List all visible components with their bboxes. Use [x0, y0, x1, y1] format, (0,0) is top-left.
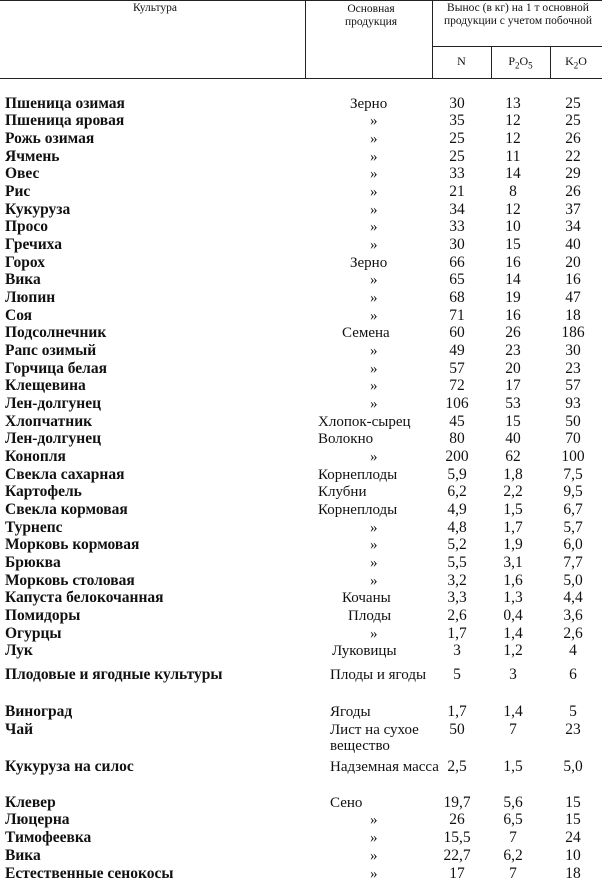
main-product: » [370, 449, 378, 465]
value-p: 10 [505, 218, 521, 235]
value-n: 200 [445, 448, 469, 465]
value-p: 12 [505, 130, 521, 147]
value-k: 15 [565, 811, 581, 828]
value-p: 15 [505, 236, 521, 253]
main-product: » [370, 573, 378, 589]
value-p: 14 [505, 165, 521, 182]
value-k: 100 [561, 448, 585, 465]
crop-name: Брюква [5, 554, 61, 571]
value-p: 1,5 [503, 758, 523, 775]
value-n: 45 [449, 413, 465, 430]
crop-name: Естественные сенокосы [5, 865, 174, 882]
value-p: 23 [505, 342, 521, 359]
main-product: » [370, 166, 378, 182]
value-p: 1,6 [503, 572, 523, 589]
header-col-n-label: N [457, 54, 466, 68]
main-product: » [370, 343, 378, 359]
main-product: » [370, 272, 378, 288]
value-p: 53 [505, 395, 521, 412]
crop-name: Клевер [5, 794, 56, 811]
value-p: 5,6 [503, 794, 523, 811]
value-p: 13 [505, 95, 521, 112]
value-n: 50 [449, 721, 465, 738]
main-product: » [370, 812, 378, 828]
value-n: 72 [449, 377, 465, 394]
main-product: » [370, 202, 378, 218]
crop-name: Свекла сахарная [5, 466, 125, 483]
crop-name: Рожь озимая [5, 130, 95, 147]
value-k: 3,6 [563, 607, 583, 624]
value-p: 15 [505, 413, 521, 430]
main-product: » [370, 361, 378, 377]
header-divider-1 [305, 0, 306, 78]
value-p: 62 [505, 448, 521, 465]
crop-name: Вика [5, 271, 41, 288]
value-n: 25 [449, 130, 465, 147]
value-n: 2,5 [447, 758, 467, 775]
main-product: » [370, 113, 378, 129]
header-col-k-sub: 2 [573, 60, 579, 71]
value-k: 25 [565, 112, 581, 129]
crop-name: Клещевина [5, 377, 86, 394]
header-crop: Культура [132, 2, 178, 14]
value-p: 6,2 [503, 847, 523, 864]
main-product: Корнеплоды [318, 467, 398, 483]
main-product: Ягоды [330, 704, 371, 720]
value-n: 60 [449, 324, 465, 341]
crop-name: Овес [5, 165, 40, 182]
main-product: » [370, 290, 378, 306]
value-n: 80 [449, 430, 465, 447]
value-k: 24 [565, 829, 581, 846]
crop-name: Вика [5, 847, 41, 864]
value-n: 4,8 [447, 519, 467, 536]
main-product: » [370, 149, 378, 165]
value-p: 3 [509, 666, 517, 683]
value-k: 34 [565, 218, 581, 235]
value-p: 6,5 [503, 811, 523, 828]
value-p: 2,2 [503, 483, 523, 500]
value-k: 37 [565, 201, 581, 218]
crop-name: Просо [5, 218, 49, 235]
value-k: 6,0 [563, 536, 583, 553]
value-k: 29 [565, 165, 581, 182]
value-k: 47 [565, 289, 581, 306]
value-k: 23 [565, 360, 581, 377]
value-n: 1,7 [447, 625, 467, 642]
main-product: Сено [330, 795, 363, 811]
main-product: Хлопок-сырец [318, 414, 411, 430]
header-col-k-letter: K [565, 54, 574, 68]
value-p: 7 [509, 829, 517, 846]
crop-name: Ячмень [5, 148, 60, 165]
value-p: 16 [505, 307, 521, 324]
header-main-product: Основная продукция [344, 3, 398, 28]
value-k: 7,7 [563, 554, 583, 571]
value-k: 18 [565, 865, 581, 882]
value-n: 26 [449, 811, 465, 828]
value-n: 30 [449, 236, 465, 253]
value-p: 14 [505, 271, 521, 288]
value-k: 18 [565, 307, 581, 324]
crop-name: Лук [5, 642, 33, 659]
crop-name: Горчица белая [5, 360, 107, 377]
header-col-p2o5 [491, 54, 550, 70]
main-product: Кочаны [342, 590, 391, 606]
value-p: 1,2 [503, 642, 523, 659]
main-product: » [370, 520, 378, 536]
crop-name: Конопля [5, 448, 66, 465]
value-p: 26 [505, 324, 521, 341]
crop-name: Турнепс [5, 519, 63, 536]
value-n: 65 [449, 271, 465, 288]
crop-name: Огурцы [5, 625, 62, 642]
main-product: » [370, 219, 378, 235]
value-p: 1,4 [503, 625, 523, 642]
crop-name: Хлопчатник [5, 413, 93, 430]
main-product: Зерно [350, 255, 388, 271]
main-product: Зерно [350, 96, 388, 112]
value-k: 40 [565, 236, 581, 253]
crop-name: Кукуруза [5, 201, 71, 218]
crop-name: Помидоры [5, 607, 81, 624]
value-p: 17 [505, 377, 521, 394]
value-n: 33 [449, 165, 465, 182]
value-n: 68 [449, 289, 465, 306]
header-mid-rule [432, 46, 602, 47]
value-k: 6 [569, 666, 577, 683]
value-p: 1,5 [503, 501, 523, 518]
value-k: 6,7 [563, 501, 583, 518]
main-product: » [370, 866, 378, 882]
value-p: 1,4 [503, 703, 523, 720]
header-col-p-sub2: 5 [528, 60, 533, 71]
header-col-p-o: O [519, 54, 529, 68]
value-p: 12 [505, 112, 521, 129]
main-product: Корнеплоды [318, 502, 398, 518]
crop-name: Пшеница озимая [5, 95, 125, 112]
value-p: 16 [505, 254, 521, 271]
value-n: 1,7 [447, 703, 467, 720]
value-k: 22 [565, 148, 581, 165]
value-k: 26 [565, 130, 581, 147]
value-k: 5,0 [563, 572, 583, 589]
crop-name: Плодовые и ягодные культуры [5, 666, 223, 683]
main-product: Плоды [348, 608, 392, 624]
main-product: Надземная масса [330, 759, 439, 775]
main-product: » [370, 555, 378, 571]
value-n: 25 [449, 148, 465, 165]
value-n: 5,5 [447, 554, 467, 571]
main-product: » [370, 237, 378, 253]
crop-name: Люцерна [5, 811, 70, 828]
value-n: 35 [449, 112, 465, 129]
main-product: » [370, 184, 378, 200]
value-p: 12 [505, 201, 521, 218]
main-product: » [370, 378, 378, 394]
main-product: » [370, 626, 378, 642]
crop-name: Тимофеевка [5, 829, 92, 846]
value-p: 1,8 [503, 466, 523, 483]
value-p: 8 [509, 183, 517, 200]
value-n: 17 [449, 865, 465, 882]
header-col-k-o: O [578, 54, 587, 68]
header-bottom-rule [0, 78, 602, 79]
value-n: 15,5 [443, 829, 471, 846]
header-col-p-letter: P [508, 54, 515, 68]
crop-name: Рапс озимый [5, 342, 97, 359]
header-col-n [432, 54, 491, 69]
main-product: Лист на сухое вещество [330, 722, 419, 754]
value-p: 20 [505, 360, 521, 377]
main-product: » [370, 308, 378, 324]
main-product: Волокно [318, 431, 374, 447]
value-p: 11 [505, 148, 521, 165]
value-k: 23 [565, 721, 581, 738]
value-n: 5,9 [447, 466, 467, 483]
crop-name: Люпин [5, 289, 56, 306]
value-p: 1,9 [503, 536, 523, 553]
value-k: 25 [565, 95, 581, 112]
value-n: 19,7 [443, 794, 471, 811]
main-product: Луковицы [332, 643, 397, 659]
main-product: » [370, 396, 378, 412]
main-product: » [370, 848, 378, 864]
value-p: 7 [509, 865, 517, 882]
crop-name: Виноград [5, 703, 73, 720]
header-col-k2o [550, 54, 602, 70]
crop-name: Пшеница яровая [5, 112, 125, 129]
value-k: 4,4 [563, 589, 583, 606]
header-removal: Вынос (в кг) на 1 т основной продукции с учетом побочной [443, 2, 593, 27]
main-product: » [370, 537, 378, 553]
value-n: 6,2 [447, 483, 467, 500]
value-n: 66 [449, 254, 465, 271]
value-n: 3,2 [447, 572, 467, 589]
value-p: 19 [505, 289, 521, 306]
crop-name: Гречиха [5, 236, 62, 253]
value-n: 4,9 [447, 501, 467, 518]
crop-name: Кукуруза на силос [5, 758, 134, 775]
crop-name: Морковь столовая [5, 572, 135, 589]
value-p: 3,1 [503, 554, 523, 571]
value-k: 70 [565, 430, 581, 447]
value-k: 5,0 [563, 758, 583, 775]
value-n: 33 [449, 218, 465, 235]
header-top-rule [0, 0, 602, 1]
value-k: 4 [569, 642, 577, 659]
crop-name: Чай [5, 721, 34, 738]
value-n: 21 [449, 183, 465, 200]
value-n: 49 [449, 342, 465, 359]
value-n: 71 [449, 307, 465, 324]
crop-name: Подсолнечник [5, 324, 107, 341]
value-n: 22,7 [443, 847, 471, 864]
value-n: 106 [445, 395, 469, 412]
crop-name: Соя [5, 307, 33, 324]
value-p: 1,3 [503, 589, 523, 606]
value-p: 0,4 [503, 607, 523, 624]
value-k: 9,5 [563, 483, 583, 500]
value-k: 30 [565, 342, 581, 359]
value-n: 5 [453, 666, 461, 683]
crop-name: Рис [5, 183, 31, 200]
value-k: 7,5 [563, 466, 583, 483]
value-k: 93 [565, 395, 581, 412]
value-n: 3,3 [447, 589, 467, 606]
value-k: 2,6 [563, 625, 583, 642]
value-n: 57 [449, 360, 465, 377]
value-k: 186 [561, 324, 585, 341]
value-k: 15 [565, 794, 581, 811]
crop-name: Горох [5, 254, 45, 271]
value-n: 5,2 [447, 536, 467, 553]
value-k: 20 [565, 254, 581, 271]
value-n: 30 [449, 95, 465, 112]
value-k: 50 [565, 413, 581, 430]
value-k: 57 [565, 377, 581, 394]
main-product: Семена [342, 325, 390, 341]
value-p: 7 [509, 721, 517, 738]
crop-name: Морковь кормовая [5, 536, 140, 553]
main-product: » [370, 830, 378, 846]
value-k: 5,7 [563, 519, 583, 536]
value-k: 5 [569, 703, 577, 720]
main-product: » [370, 131, 378, 147]
value-k: 26 [565, 183, 581, 200]
value-p: 1,7 [503, 519, 523, 536]
crop-name: Лен-долгунец [5, 395, 102, 412]
crop-name: Картофель [5, 483, 82, 500]
main-product: Клубни [318, 484, 367, 500]
crop-name: Свекла кормовая [5, 501, 128, 518]
value-n: 2,6 [447, 607, 467, 624]
main-product: Плоды и ягоды [330, 667, 427, 683]
value-n: 3 [453, 642, 461, 659]
value-p: 40 [505, 430, 521, 447]
value-k: 16 [565, 271, 581, 288]
value-k: 10 [565, 847, 581, 864]
header-col-p-sub1: 2 [515, 60, 520, 71]
crop-name: Капуста белокочанная [5, 589, 164, 606]
value-n: 34 [449, 201, 465, 218]
crop-name: Лен-долгунец [5, 430, 102, 447]
